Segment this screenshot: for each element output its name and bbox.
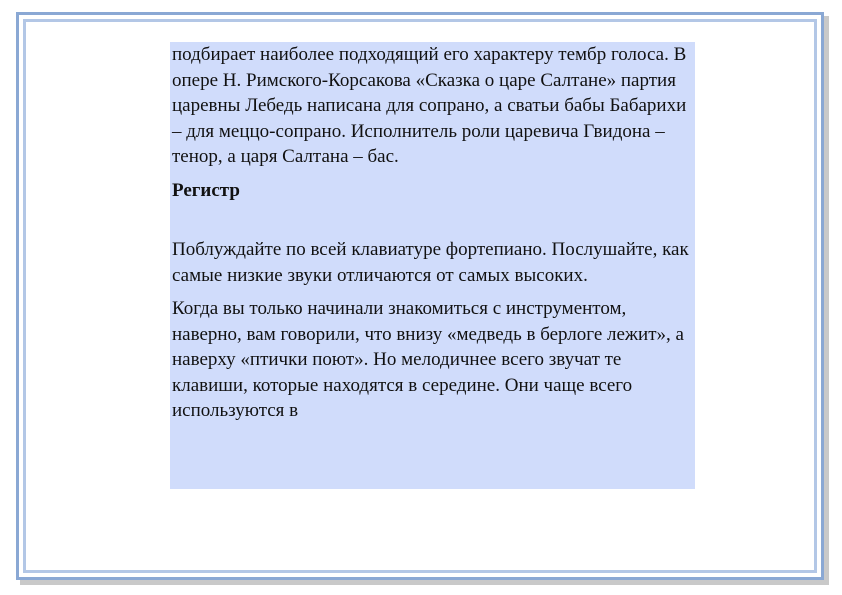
text-block xyxy=(170,42,695,489)
frame-shadow-right xyxy=(824,16,829,584)
paragraph-instrument: Когда вы только начинали знакомиться с инструментом, наверно, вам говорили, что внизу «медведь в берлоге лежит», а наверху «птички поют». Но мелодичнее всего звучат те клавиши, которые находятся в середине. Они чаще всего используются в xyxy=(172,298,684,421)
section-heading-register: Регистр xyxy=(172,179,240,201)
paragraph-timbre: подбирает наиболее подходящий его характеру тембр голоса. В опере Н. Римского-Корсакова «Сказка о царе Салтане» партия царевны Лебедь написана для сопрано, а сватьи бабы Бабарихи – для меццо-сопрано. Исполнитель роли царевича Гвидона – тенор, а царя Салтана – бас. xyxy=(172,44,687,167)
frame-shadow-bottom xyxy=(20,580,829,585)
paragraph-keyboard: Поблуждайте по всей клавиатуре фортепиано. Послушайте, как самые низкие звуки отличаются от самых высоких. xyxy=(172,239,689,286)
